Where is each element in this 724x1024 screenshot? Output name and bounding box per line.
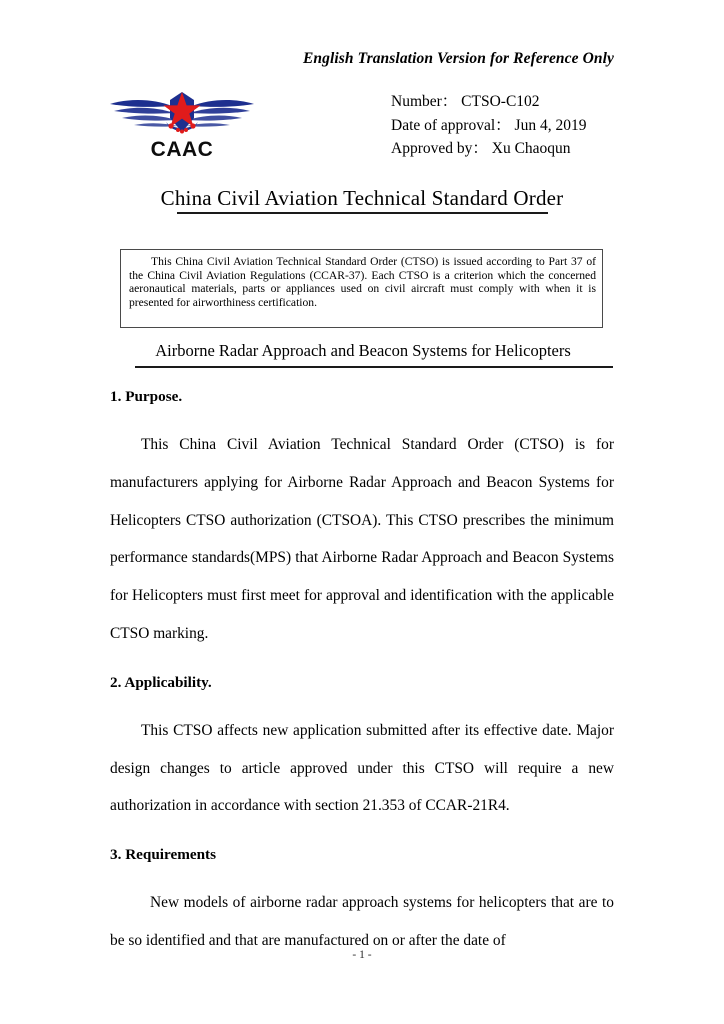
document-metadata <box>391 90 586 161</box>
caac-logo <box>108 86 256 164</box>
spacer <box>110 694 614 712</box>
title-divider <box>177 212 548 214</box>
document-body <box>110 386 614 960</box>
section-heading-requirements: 3. Requirements <box>110 846 217 864</box>
page-title: China Civil Aviation Technical Standard Order <box>160 186 564 210</box>
document-subtitle: Airborne Radar Approach and Beacon Systems for Helicopters <box>155 341 571 360</box>
metadata-row-number <box>391 90 586 114</box>
section-paragraph-requirements: New models of airborne radar approach systems for helicopters that are to be so identified and that are manufactured on or after the date of <box>110 894 614 949</box>
spacer <box>110 825 614 844</box>
metadata-label-number: Number： <box>391 93 458 110</box>
section-heading-applicability: 2. Applicability. <box>110 673 212 691</box>
page-number-footer: - 1 - <box>352 949 372 961</box>
spacer <box>110 653 614 672</box>
metadata-row-approver <box>391 137 586 161</box>
metadata-row-date <box>391 114 586 138</box>
spacer <box>110 408 614 426</box>
subtitle-divider <box>135 366 613 368</box>
notice-box <box>120 249 603 328</box>
notice-text: This China Civil Aviation Technical Standard Order (CTSO) is issued according to Part 37 of the China Civil Aviation Regulations (CCAR-37). Each CTSO is a criterion which the concerned aeronautical materials, parts or appliances used on civil aircraft must comply with when it is presented for airworthiness certification. <box>129 255 596 309</box>
metadata-value-approver: Xu Chaoqun <box>491 140 571 157</box>
metadata-label-approver: Approved by： <box>391 140 488 157</box>
metadata-value-date: Jun 4, 2019 <box>514 116 587 134</box>
section-paragraph-purpose: This China Civil Aviation Technical Standard Order (CTSO) is for manufacturers applying for Airborne Radar Approach and Beacon Systems for Helicopters CTSO authorization (CTSOA). This CTSO prescribes the minimum performance standards(MPS) that Airborne Radar Approach and Beacon Systems for Helicopters must first meet for approval and identification with the applicable CTSO marking. <box>110 436 614 642</box>
section-heading-purpose: 1. Purpose. <box>110 388 183 405</box>
metadata-label-date: Date of approval： <box>391 116 511 134</box>
spacer <box>110 866 614 884</box>
caac-logo-text: CAAC <box>150 138 214 161</box>
caac-emblem-icon <box>108 86 256 142</box>
reference-note: English Translation Version for Reference Only <box>302 50 614 67</box>
section-paragraph-applicability: This CTSO affects new application submitted after its effective date. Major design changes to article approved under this CTSO will require a new authorization in accordance with section 21.353 of CCAR-21R4. <box>110 721 614 815</box>
metadata-value-number: CTSO-C102 <box>461 93 540 110</box>
